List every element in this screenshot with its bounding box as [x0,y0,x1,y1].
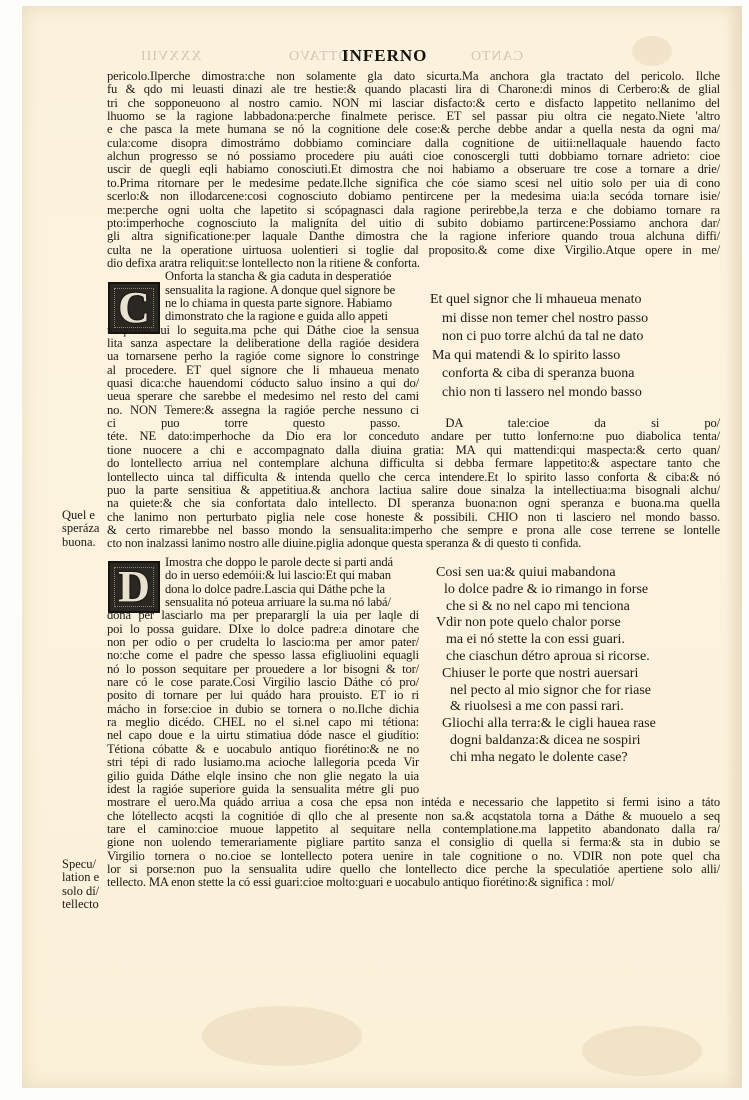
text-line: cto non inalzassi lanimo nostro alle diuine.piglia adonque questa speranza & di questo ti confida. [107,536,582,551]
text-line: fu & qdo mi leuasti dinazi ale tre hestie:& quando placasti lira di Charone:di minos di Cerbero:& de glial [107,82,720,97]
text-line: alchun progresso se nó possiamo procedere piu auáti cioe conoscergli tutti dobbiamo tornare adrieto: cioe [107,149,720,164]
verse-line: che si & no nel capo mi tenciona [446,598,630,614]
text-line: al procedere. ET quel signore che li mhaueua menato [107,362,419,377]
text-line: do lontellecto arriua nel contemplare alchuna difficulta si debba fermare lappetito:& aspectare tanto che [107,456,720,471]
verse-line: conforta & ciba di speranza buona [442,366,635,381]
text-line: scerlo:& non illodarcene:cosi cognosciuto dobiamo pentircene per la medesima uia:la secóda tornare isie/ [107,189,720,204]
margin-note-line: solo dí/ [62,883,100,898]
text-line: quasi dica:che hauendomi códucto saluo insino a qui do/ [107,376,419,391]
verse-line: Vdir non pote quelo chalor porse [436,615,621,631]
margin-note-line: lation e [62,870,100,885]
verse-line: Cosi sen ua:& quiui mabandona [436,565,616,580]
text-line: Onforta la stancha & gia caduta in desperatióe [165,269,392,284]
margin-note-line: buona. [62,534,96,549]
verse-line: mi disse non temer chel nostro passo [442,310,649,326]
text-line: ne lo chiama in questa parte signore. Habiamo [165,295,392,310]
margin-note-line: speráza [62,521,100,536]
text-line: posito di tornare per lui quádo hara prouisto. ET io ri [107,688,419,703]
verse-line: Gliochi alla terra:& le cigli hauea rase [442,716,656,732]
text-line: pto:imperhoche cognosciuto la maligníta del uitio di subito dobiamo partircene:Possiamo anchora dar/ [107,215,720,230]
text-line: mostrare el uero.Ma quádo arriua a cosa che epsa non intéda e necessario che lappetito si fermi isino a táto [107,795,720,810]
text-line: nare có le cose parate.Cosi Virgilio lascio Dáthe có pro/ [107,675,419,690]
margin-note-line: tellecto [62,896,99,911]
text-line: tri che sopponeuono al nostro camio. NON mi lasciar disfacto:& certo e disfacto lappetito nellanimo del [107,95,720,110]
dropcap-letter: D [118,562,150,611]
text-line: me:perche ogni uolta che lapetito si scópagnasci dala ragione perirebbe,la terza e che dobiamo tornare ra [107,202,720,217]
text-line: e che pasca la mete humana se nó la cognitione dele cose:& perche debbe andar a quella nesta da ogni ma/ [107,122,720,137]
verse-line: Et quel signor che li mhaueua menato [430,292,642,307]
text-line: idest la ragióe superiore guida la sensualita métre gli puo [107,781,419,796]
verse-line: & riuolsesi a me con passi rari. [450,699,624,715]
show-through-canto: CANTO [470,49,523,64]
text-line: pericolo.Ilperche dimostra:che non solamente gla dato sicurta.Ma anchora gla tractato del pericolo. Ilche [107,69,720,83]
text-line: culta ne la operatione uirtuosa uolentieri si toglie dal proposito.& come dixe Virgilio.Atque opere in me/ [107,242,720,257]
text-line: gli altra significatione:per laquale Danthe dimostra che la ragione inferiore quando troua alchuna diffi/ [107,229,720,244]
text-line: nel capo doue e la uirtu stimatiua dóde nasce el giudítio: [107,728,419,743]
text-line: cula:come disopra dimostrámo dobbiamo cominciare dalla cognitione de uitii:nellaquale hauendo facto [107,135,720,150]
text-line: uscir de quegli eqli habiamo conosciuti.Et dimostra che noi habiamo a obseruare tre cose a tornare a drie/ [107,162,720,177]
text-line: tellecto. MA enon stette la có essi guari:cioe molto:guari e uocabulo antiquo fiorétino:& significa : mol/ [107,875,615,890]
dropcap-d-illuminated [108,561,160,613]
text-line: nó lo posson sequitare per prouedere a lor bisogni & tor/ [107,661,419,676]
margin-note-line: Specu/ [62,857,97,871]
verse-line: non ci puo torre alchú da tal ne dato [442,329,644,344]
text-line: lhuomo se la ragione labbadona:perche finalmete perisce. ET sel passar piu oltra cie negato.Niete 'altro [107,109,720,124]
verse-line: che ciaschun détro aproua si ricorse. [446,649,650,664]
text-line: non per odio o per crudelta lo lascio:ma per amor pater/ [107,635,419,650]
text-line: & certo rimarebbe nel basso mondo la sensualita:imperho che sempre e prona alle cose terrene se lontelle [107,522,720,537]
verse-line: Ma qui matendi & lo spirito lasso [432,347,621,363]
show-through-folio: XXXVIII [140,49,202,64]
text-line: Tétiona cóbatte & e uocabulo antiquo fiorétino:& ne no [107,741,419,756]
text-line: tione nuocere a chi e accompagnato dalla diuina gratia: MA qui mattendi:qui maspecta:& certo quan/ [107,442,720,457]
text-line: lor si porse:non puo la sensualita udire quello che lontellecto dice perche la speculatióe apertiene solo alli/ [107,861,720,876]
text-line: to.Prima ritornare per le medesime pedate.Ilche significa che cóe siamo scesi nel uitio solo per uia di cono [107,175,720,190]
text-line: dona lo dolce padre.Lascia qui Dáthe pche la [165,581,385,596]
text-line: lita sanza aspectare la deliberatione della ragióe desidera [107,336,419,350]
text-line: lontellecto uinca tal difficulta & intenda quello che cerca intendere.Et lo spirito lasso conforta & ciba:& nó [107,469,720,484]
text-line: ci puo torre questo passo. DA tale:cioe da si po/ [107,416,720,431]
verse-line: nel pecto al mio signor che for riase [450,682,651,698]
text-line: sensualita nó poteua arriuare la su.ma nó labá/ [165,594,391,609]
text-line: stri tépi di rado lusiamo.ma acioche lallegoria pceda Vir [107,755,419,770]
text-line: dimonstrato che la ragione e guida allo appeti [165,309,388,324]
text-line: mácho in forse:cioe in dubio se tornera o no.Ilche dichia [107,701,419,716]
text-line: Virgilio tornera o no.cioe se lontellecto potera uenire in tale cognitione o no. VDIR non pote quel cha [107,848,720,863]
text-line: poi lo possa guidare. DIxe lo dolce padre:a dinotare che [107,621,419,636]
text-line: che lanimo non perturbato piglia nele cose honeste & possibili. CHIO non ti lasciero nel mondo basso. [107,509,720,524]
text-line: tare el camino:cioe muoue lappetito al sequitare nella contemplatione.ma lappetito abandonato dalla ra/ [107,821,720,836]
text-line: to:quádo lui lo seguita.ma pche qui Dáthe cioe la sensua [107,322,419,337]
verse-line: ma ei nó stette la con essi guari. [446,632,625,648]
text-line: do in uerso edemóii:& lui lascio:Et qui maban [165,568,391,583]
text-line: gione non uolendo temerariamente pigliare partito sanza el consiglio di quella si ferma:& sta in dubio se [107,835,720,850]
verse-line: lo dolce padre & io rimango in forse [444,581,649,597]
verse-line: chi mha negato le dolente case? [450,749,628,765]
show-through-ottavo: OTTAVO [288,49,349,64]
text-line: gilio guida Dáthe elqle insino che non glie negato la uia [107,768,419,783]
dropcap-letter: C [118,283,150,332]
running-head: INFERNO [342,46,428,65]
verse-line: Chiuser le porte que nostri auersari [442,665,639,681]
text-line: ua tornarsene perho la ragióe come signore lo constringe [107,349,419,364]
text-line: no. NON Temere:& assegna la ragióe perche nessuno ci [107,402,419,417]
text-line: dona per lasciarlo ma per prepararglí la uia per laqle di [107,608,419,623]
verse-line: dogni baldanza:& dicea ne sospiri [450,733,641,748]
text-line: Imostra che doppo le parole decte si parti andá [165,554,393,569]
text-line: che lótellecto acqsti la cognitióe di qllo che al presente non sa.& acqstatola torna a Dáthe & muouelo a seq [107,808,720,823]
text-line: sensualita la ragione. A donque quel signore be [165,282,396,297]
text-line: ra meglio dicédo. CHEL no el si.nel capo mi tétiona: [107,715,419,730]
text-line: téte. NE dato:imperhoche da Dio era lor conceduto andare per tutto lonferno:ne puo diabolica tenta/ [107,429,720,444]
text-line: no:che come el padre che spesso lassa efigliuolini equagli [107,648,419,663]
text-line: na quiete:& che sia confortata dalo intellecto. DI speranza buona:non ogni speranza e buona.ma quella [107,496,720,511]
text-line: puo la parte sensitiua & appetitiua.& anchora lactiua salire doue sinalza la intellectiua:ma bisognali alchu/ [107,482,720,497]
margin-note-line: Quel e [62,508,95,522]
verse-line: chio non ti lassero nel mondo basso [442,384,642,400]
text-line: ueua sperare che sarebbe el medesimo nel resto del cami [107,389,419,404]
text-line: dio defixa aratra reliquit:se lontellecto non la ritiene & conforta. [107,255,420,270]
